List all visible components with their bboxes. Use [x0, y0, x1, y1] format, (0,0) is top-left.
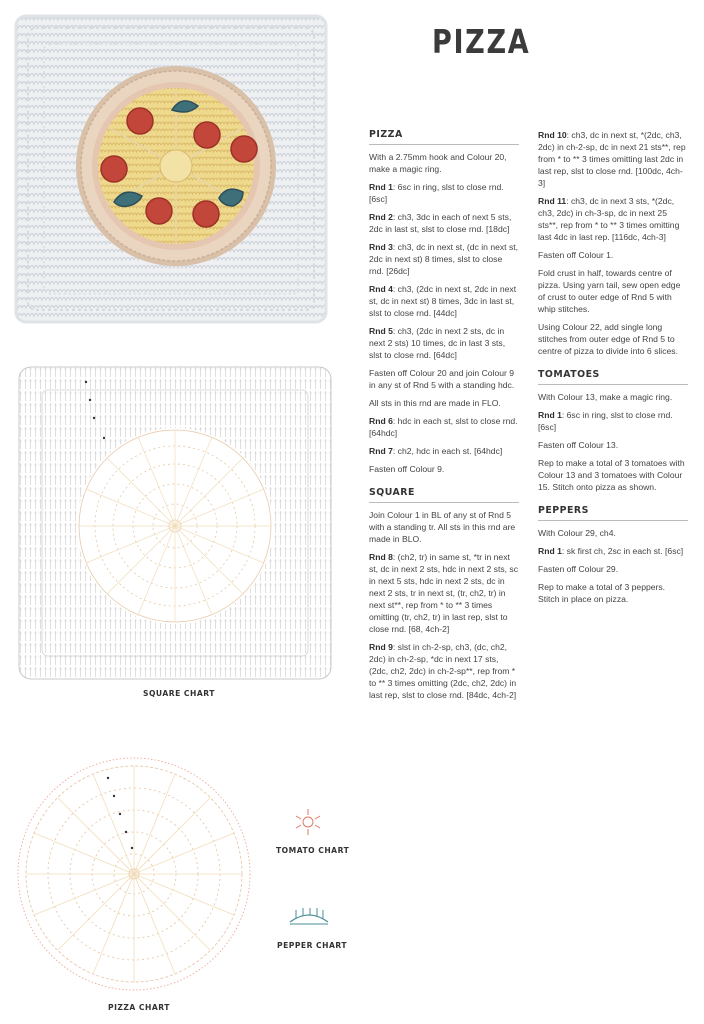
instruction-text: Fasten off Colour 13.: [538, 440, 619, 450]
round-label: Rnd 11: [538, 196, 567, 206]
round-label: Rnd 2: [369, 212, 393, 222]
square-heading: SQUARE: [369, 487, 519, 503]
instruction-paragraph: [369, 367, 519, 391]
instruction-paragraph: [538, 195, 688, 243]
round-label: Rnd 1: [538, 546, 562, 556]
instruction-paragraph: [369, 445, 519, 457]
instruction-text: : ch3, 3dc in each of next 5 sts, 2dc in last st, slst to close rnd. [18dc]: [369, 212, 512, 234]
instruction-paragraph: [538, 249, 688, 261]
instruction-text: : slst in ch-2-sp, ch3, (dc, ch2, 2dc) in ch-2-sp, *dc in next 17 sts, (2dc, ch2, 2dc) in ch-2-sp**, rep from * to ** 3 times omitting (2dc, ch2, 2dc) in last rep, slst to close rnd. [84dc, 4ch-2]: [369, 642, 517, 700]
instruction-text: : ch3, dc in next 3 sts, *(2dc, ch3, 2dc) in ch-3-sp, dc in next 25 sts**, rep from * to ** 3 times omitting last 4dc in last rep. [116dc, 4ch-3]: [538, 196, 680, 242]
round-label: Rnd 3: [369, 242, 393, 252]
instruction-paragraph: [538, 439, 688, 451]
instruction-text: Rep to make a total of 3 peppers. Stitch in place on pizza.: [538, 582, 666, 604]
instruction-text: : ch2, hdc in each st. [64hdc]: [392, 446, 503, 456]
instruction-text: All sts in this rnd are made in FLO.: [369, 398, 501, 408]
instruction-paragraph: [369, 397, 519, 409]
peppers-heading: PEPPERS: [538, 505, 688, 521]
square-instructions-part-1: [369, 509, 519, 701]
instruction-paragraph: [369, 641, 519, 701]
tomato-chart: [292, 806, 324, 838]
pepper-chart: [286, 906, 332, 930]
pepper-chart-caption: PEPPER CHART: [277, 941, 348, 950]
instruction-paragraph: [369, 211, 519, 235]
peppers-instructions: [538, 527, 688, 605]
instruction-text: Fold crust in half, towards centre of pizza. Using yarn tail, sew open edge of crust to outer edge of Rnd 5 with whip stitches.: [538, 268, 681, 314]
tomatoes-instructions: [538, 391, 688, 493]
round-label: Rnd 1: [369, 182, 393, 192]
instruction-text: With Colour 29, ch4.: [538, 528, 616, 538]
instruction-paragraph: [369, 415, 519, 439]
instruction-text: : sk first ch, 2sc in each st. [6sc]: [561, 546, 684, 556]
instruction-paragraph: [369, 463, 519, 475]
instruction-text: : ch3, dc in next st, *(2dc, ch3, 2dc) in ch-2-sp, dc in next 21 sts**, rep from * to ** 3 times omitting last 2dc in last rep, slst to close rnd. [100dc, 4ch-3]: [538, 130, 686, 188]
instruction-paragraph: [538, 545, 688, 557]
instruction-text: Fasten off Colour 29.: [538, 564, 619, 574]
round-label: Rnd 6: [369, 416, 393, 426]
round-label: Rnd 10: [538, 130, 567, 140]
instruction-paragraph: [369, 551, 519, 635]
pizza-heading: PIZZA: [369, 129, 519, 145]
tomato-chart-caption: TOMATO CHART: [276, 846, 350, 855]
round-label: Rnd 9: [369, 642, 393, 652]
pizza-instructions: [369, 151, 519, 475]
instruction-paragraph: [538, 391, 688, 403]
tomatoes-heading: TOMATOES: [538, 369, 688, 385]
instruction-paragraph: [369, 151, 519, 175]
instruction-paragraph: [538, 267, 688, 315]
instruction-paragraph: [369, 509, 519, 545]
pattern-column-2: [538, 129, 688, 611]
instruction-paragraph: [369, 283, 519, 319]
instruction-text: : ch3, (2dc in next 2 sts, dc in next 2 sts) 10 times, dc in last 3 sts, slst to close rnd. [64dc]: [369, 326, 506, 360]
instruction-paragraph: [538, 321, 688, 357]
instruction-paragraph: [538, 527, 688, 539]
square-instructions-part-2: [538, 129, 688, 357]
instruction-paragraph: [538, 581, 688, 605]
instruction-text: : (ch2, tr) in same st, *tr in next st, dc in next 2 sts, hdc in next 2 sts, sc in next 5 sts, hdc in next 2 sts, dc in next 2 sts, tr in next st, (tr, ch2, tr) in next st**, rep from * to ** 3 times omitting (tr, ch2, tr) in last rep, slst to close rnd. [68, 4ch-2]: [369, 552, 519, 634]
instruction-text: With Colour 13, make a magic ring.: [538, 392, 673, 402]
instruction-text: Join Colour 1 in BL of any st of Rnd 5 with a standing tr. All sts in this rnd are made in BLO.: [369, 510, 516, 544]
instruction-text: Fasten off Colour 9.: [369, 464, 445, 474]
round-label: Rnd 5: [369, 326, 393, 336]
round-label: Rnd 4: [369, 284, 393, 294]
square-chart-caption: SQUARE CHART: [143, 689, 215, 698]
round-label: Rnd 7: [369, 446, 393, 456]
instruction-text: Fasten off Colour 20 and join Colour 9 in any st of Rnd 5 with a standing hdc.: [369, 368, 515, 390]
page-title: PIZZA: [432, 22, 531, 61]
instruction-text: Fasten off Colour 1.: [538, 250, 614, 260]
round-label: Rnd 1: [538, 410, 562, 420]
instruction-text: : 6sc in ring, slst to close rnd. [6sc]: [369, 182, 504, 204]
instruction-paragraph: [538, 563, 688, 575]
pizza-chart: [16, 756, 252, 992]
instruction-text: : ch3, (2dc in next st, 2dc in next st, dc in next st) 8 times, 3dc in last st, slst to close rnd. [44dc]: [369, 284, 517, 318]
pizza-square-photo: [14, 14, 328, 324]
pattern-column-1: [369, 129, 519, 707]
instruction-text: : ch3, dc in next st, (dc in next st, 2dc in next st) 8 times, slst to close rnd. [26dc]: [369, 242, 519, 276]
instruction-text: With a 2.75mm hook and Colour 20, make a magic ring.: [369, 152, 507, 174]
instruction-text: : hdc in each st, slst to close rnd. [64hdc]: [369, 416, 518, 438]
instruction-paragraph: [369, 241, 519, 277]
instruction-text: : 6sc in ring, slst to close rnd. [6sc]: [538, 410, 673, 432]
instruction-text: Using Colour 22, add single long stitches from outer edge of Rnd 5 to centre of pizza to divide into 6 slices.: [538, 322, 678, 356]
instruction-paragraph: [538, 409, 688, 433]
instruction-paragraph: [369, 325, 519, 361]
instruction-paragraph: [538, 129, 688, 189]
square-chart: [18, 366, 332, 680]
instruction-text: Rep to make a total of 3 tomatoes with Colour 13 and 3 tomatoes with Colour 15. Stitch onto pizza as shown.: [538, 458, 685, 492]
round-label: Rnd 8: [369, 552, 393, 562]
instruction-paragraph: [369, 181, 519, 205]
instruction-paragraph: [538, 457, 688, 493]
pizza-chart-caption: PIZZA CHART: [108, 1003, 170, 1012]
